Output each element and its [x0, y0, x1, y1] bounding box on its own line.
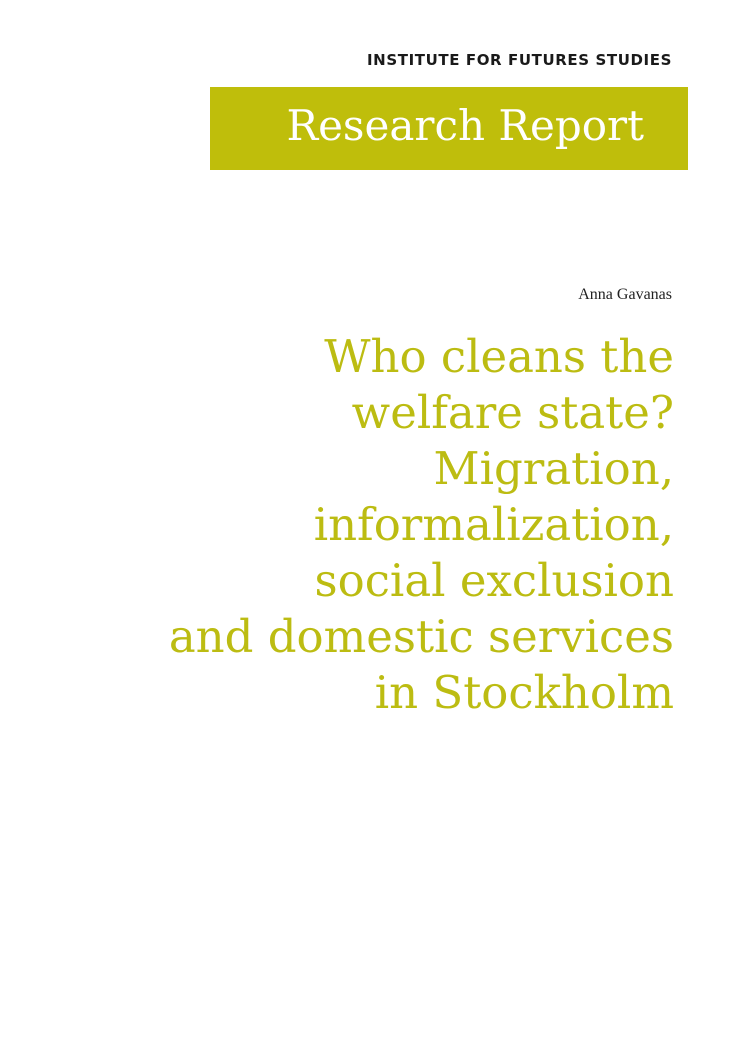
title-line: in Stockholm — [374, 666, 674, 719]
title-line: Who cleans the — [324, 330, 674, 383]
title-line: social exclusion — [314, 554, 674, 607]
series-banner — [210, 87, 688, 170]
institute-name: INSTITUTE FOR FUTURES STUDIES — [367, 51, 672, 69]
title-line: Migration, — [433, 442, 674, 495]
title-line: welfare state? — [351, 386, 674, 439]
series-label: Research Report — [286, 101, 644, 150]
title-line: informalization, — [313, 498, 674, 551]
author-name: Anna Gavanas — [578, 286, 672, 303]
report-title — [169, 329, 674, 721]
title-line: and domestic services — [168, 610, 674, 663]
